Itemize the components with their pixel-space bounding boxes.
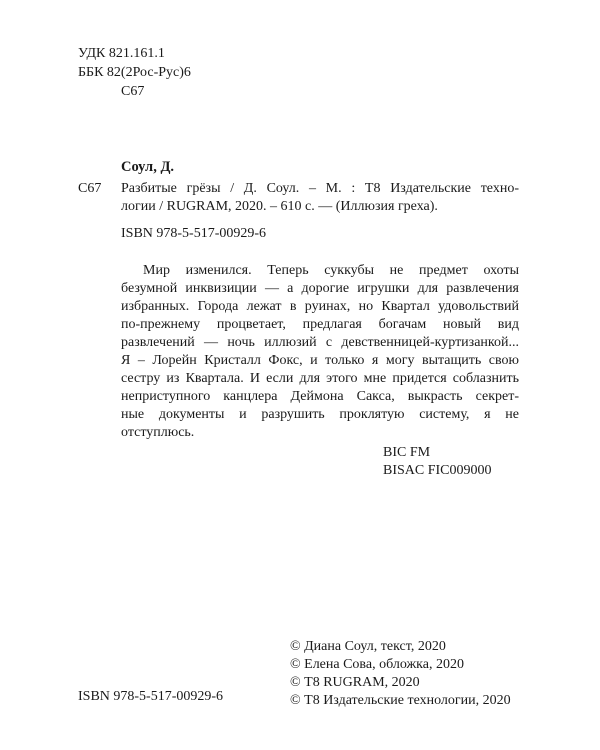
annotation-line: сестру из Квартала. И если для этого мне придется соблазнить [121, 371, 519, 386]
copyright-line: © Диана Соул, текст, 2020 [290, 639, 446, 654]
annotation-line: Мир изменился. Теперь суккубы не предмет охоты [143, 263, 519, 278]
bibliographic-description [121, 180, 519, 216]
classification-codes [78, 44, 191, 101]
author-heading: Соул, Д. [121, 159, 175, 175]
copyright-block [290, 638, 511, 710]
isbn-bottom: ISBN 978-5-517-00929-6 [78, 689, 224, 704]
bic-code: BIC FM [383, 445, 431, 460]
annotation-line: избранных. Города лежат в руинах, но Квартал удовольствий [121, 299, 519, 314]
udk-code: УДК 821.161.1 [78, 46, 165, 61]
annotation-line: отступлюсь. [121, 425, 195, 440]
annotation-line: ные документы и разрушить проклятую систему, я не [121, 407, 519, 422]
copyright-line: © Т8 RUGRAM, 2020 [290, 675, 420, 690]
annotation-line: Я – Лорейн Кристалл Фокс, и только я могу вытащить свою [121, 353, 519, 368]
annotation-line: по-прежнему процветает, предлагая богачам новый вид [121, 317, 519, 332]
bibliographic-line: логии / RUGRAM, 2020. – 610 с. — (Иллюзия греха). [121, 199, 438, 214]
copyright-line: © Елена Сова, обложка, 2020 [290, 657, 464, 672]
author-sign-code: С67 [121, 84, 145, 99]
catalog-code: С67 [78, 181, 102, 196]
bibliographic-line: Разбитые грёзы / Д. Соул. – М. : Т8 Издательские техно- [121, 181, 519, 196]
isbn-top: ISBN 978-5-517-00929-6 [121, 226, 267, 241]
bisac-code: BISAC FIC009000 [383, 463, 492, 478]
annotation-line: неприступного канцлера Деймона Сакса, выкрасть секрет- [121, 389, 519, 404]
annotation-line: безумной инквизиции — а дорогие игрушки для развлечения [121, 281, 519, 296]
subject-codes [383, 444, 492, 480]
bbk-code: ББК 82(2Рос-Рус)6 [78, 65, 191, 80]
annotation-line: развлечений — ночь иллюзий с девственницей-куртизанкой... [121, 335, 519, 350]
copyright-line: © Т8 Издательские технологии, 2020 [290, 693, 511, 708]
annotation [121, 262, 519, 442]
